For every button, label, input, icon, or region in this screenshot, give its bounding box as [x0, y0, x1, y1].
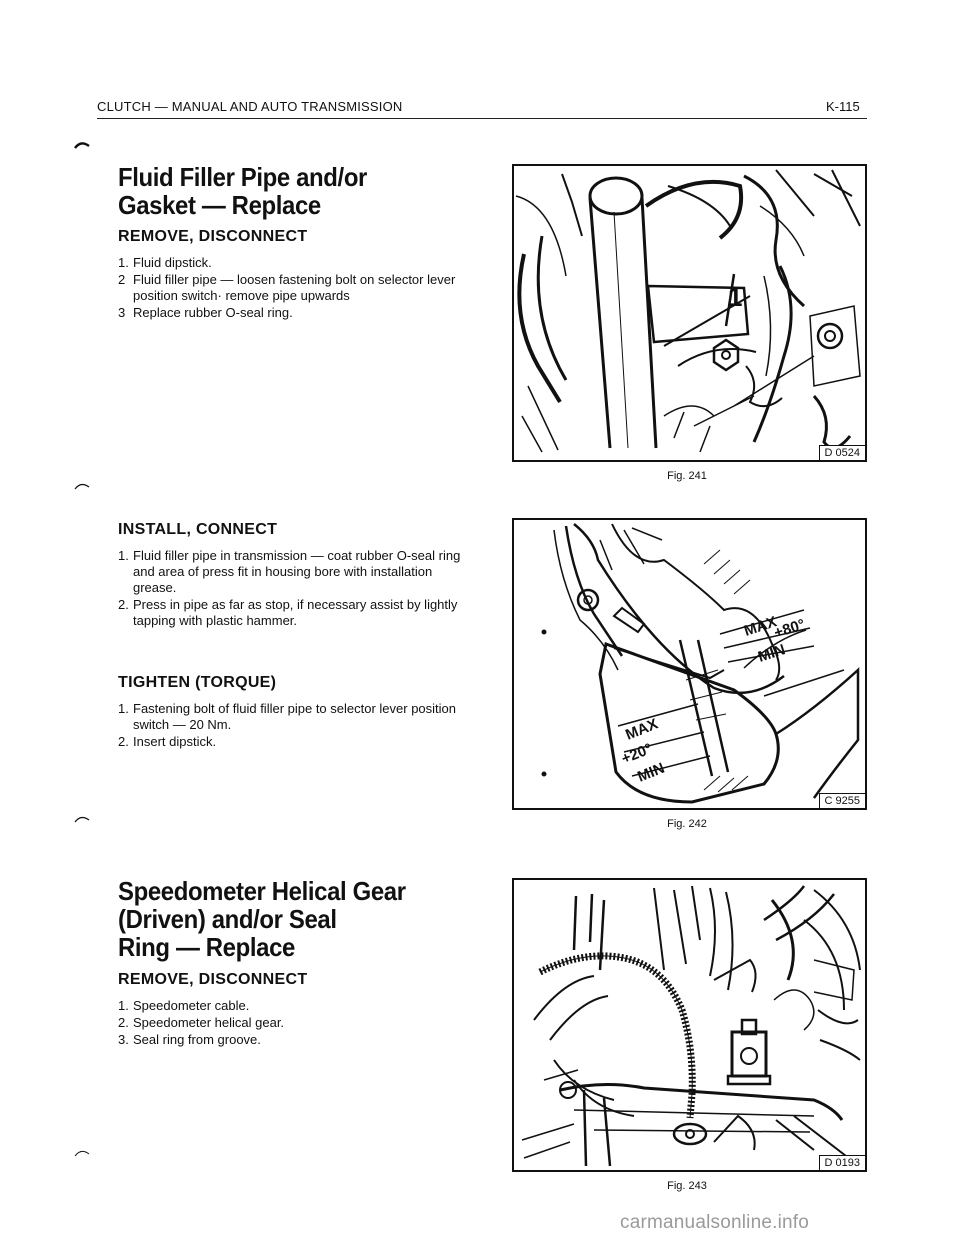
speedometer-gear-drawing — [514, 880, 865, 1170]
dipstick-level-drawing — [514, 520, 865, 808]
tighten-heading: TIGHTEN (TORQUE) — [118, 674, 277, 691]
list-item: 3 Replace rubber O-seal ring. — [118, 305, 293, 320]
figure-caption: Fig. 242 — [667, 818, 707, 830]
section-title-line2: (Driven) and/or Seal — [118, 904, 337, 934]
install-heading: INSTALL, CONNECT — [118, 521, 278, 538]
level-label: +80° — [771, 615, 808, 642]
remove-heading: REMOVE, DISCONNECT — [118, 228, 308, 245]
remove-steps-list — [118, 255, 468, 322]
figure-code: D 0193 — [819, 1155, 865, 1170]
page-number: K-115 — [826, 99, 860, 114]
site-watermark: carmanualsonline.info — [620, 1212, 810, 1233]
remove-heading: REMOVE, DISCONNECT — [118, 971, 308, 988]
list-item: 1. Fastening bolt of fluid filler pipe to selector lever position switch — 20 Nm. — [118, 701, 457, 732]
figure-caption: Fig. 241 — [667, 470, 707, 482]
figure-242-illustration — [512, 518, 867, 810]
list-item: 3. Seal ring from groove. — [118, 1032, 261, 1047]
list-item: 2. Press in pipe as far as stop, if necessary assist by lightly tapping with plastic hammer. — [118, 597, 458, 628]
figure-241-illustration — [512, 164, 867, 462]
tighten-steps-list — [118, 701, 468, 751]
list-item: 2. Insert dipstick. — [118, 734, 217, 749]
list-item: 1. Speedometer cable. — [118, 998, 250, 1013]
figure-243-illustration — [512, 878, 867, 1172]
figure-code: D 0524 — [819, 445, 865, 460]
figure-code: C 9255 — [819, 793, 865, 808]
list-item: 1. Fluid filler pipe in transmission — coat rubber O-seal ring and area of press fit in housing bore with installation grease. — [118, 548, 461, 595]
margin-mark — [74, 482, 90, 490]
header-rule — [97, 118, 867, 119]
margin-mark — [74, 815, 90, 823]
list-item: 2. Speedometer helical gear. — [118, 1015, 285, 1030]
margin-mark — [74, 141, 90, 149]
section-title-line2: Gasket — Replace — [118, 190, 321, 220]
section-title-line1: Speedometer Helical Gear — [118, 876, 406, 906]
remove-steps-list — [118, 998, 468, 1049]
level-label: MIN — [755, 641, 788, 666]
level-label: MIN — [635, 759, 667, 786]
install-steps-list — [118, 548, 468, 630]
running-header-section: CLUTCH — MANUAL AND AUTO TRANSMISSION — [97, 99, 403, 114]
level-label: MAX — [741, 613, 779, 640]
fluid-filler-pipe-drawing — [514, 166, 865, 460]
level-label: MAX — [623, 715, 661, 744]
figure-caption: Fig. 243 — [667, 1180, 707, 1192]
level-label: +20° — [619, 740, 655, 768]
callout-number: 1 — [728, 282, 743, 312]
section-title-line3: Ring — Replace — [118, 932, 295, 962]
margin-mark — [74, 1149, 90, 1157]
list-item: 2 Fluid filler pipe — loosen fastening bolt on selector lever position switch· remove pipe upwards — [118, 272, 456, 303]
list-item: 1. Fluid dipstick. — [118, 255, 212, 270]
section-title-line1: Fluid Filler Pipe and/or — [118, 162, 368, 192]
